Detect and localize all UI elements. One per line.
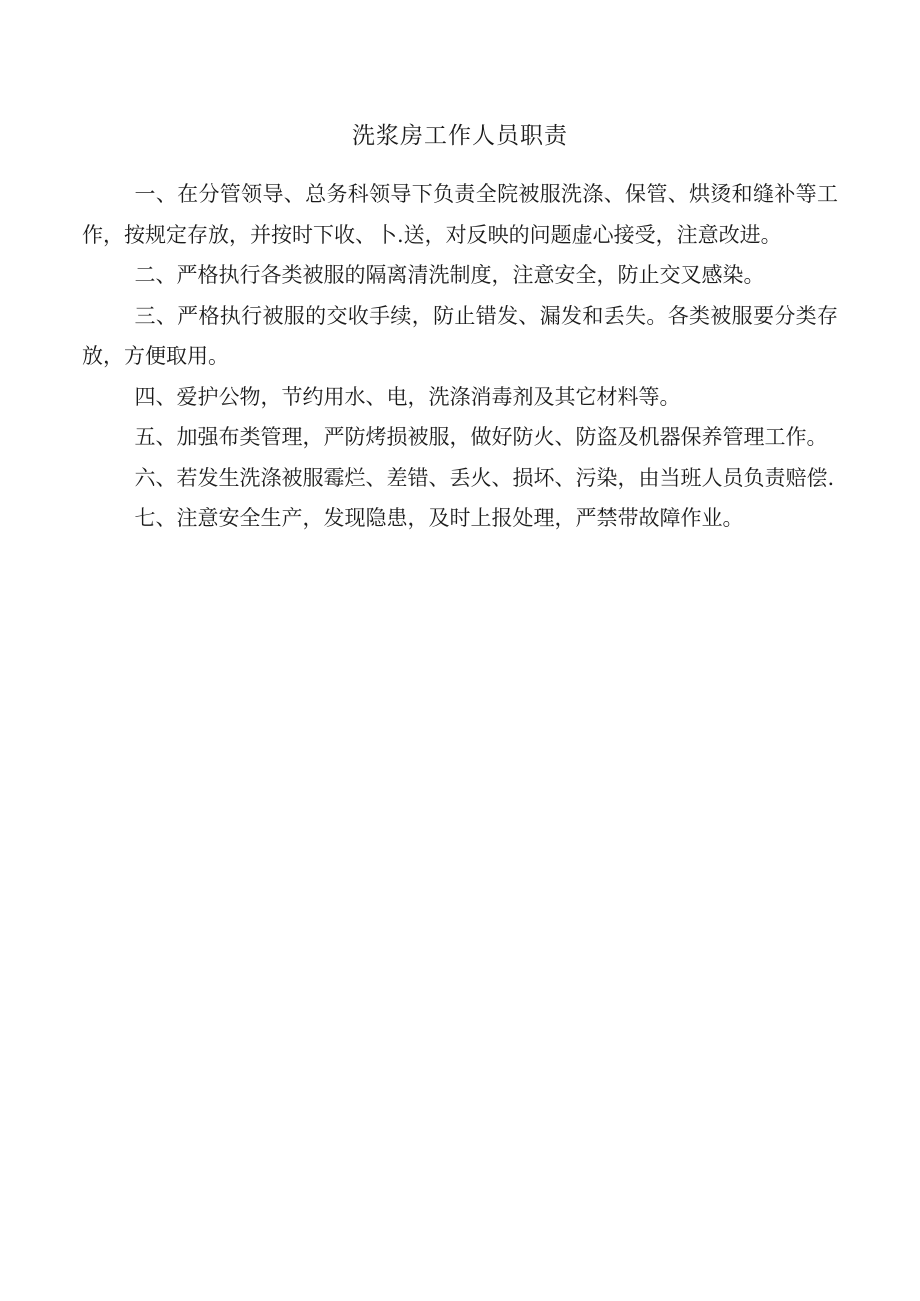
paragraph-6: 六、若发生洗涤被服霉烂、差错、丢火、损坏、污染，由当班人员负责赔偿. (134, 465, 835, 490)
paragraph-5: 五、加强布类管理，严防烤损被服，做好防火、防盗及机器保养管理工作。 (134, 425, 828, 449)
paragraph-7: 七、注意安全生产，发现隐患，及时上报处理，严禁带故障作业。 (134, 506, 744, 530)
paragraph-1: 一、在分管领导、总务科领导下负责全院被服洗涤、保管、烘烫和缝补等工作，按规定存放，并按时下收、卜.送，对反映的问题虚心接受，注意改进。 (82, 182, 838, 247)
paragraph-2: 二、严格执行各类被服的隔离清洗制度，注意安全，防止交叉感染。 (134, 263, 765, 287)
document-title: 洗浆房工作人员职责 (352, 123, 568, 149)
paragraph-4: 四、爱护公物，节约用水、电，洗涤消毒剂及其它材料等。 (134, 384, 681, 409)
paragraph-3: 三、严格执行被服的交收手续，防止错发、漏发和丢失。各类被服要分类存放，方便取用。 (82, 303, 838, 368)
document-body (82, 174, 838, 539)
